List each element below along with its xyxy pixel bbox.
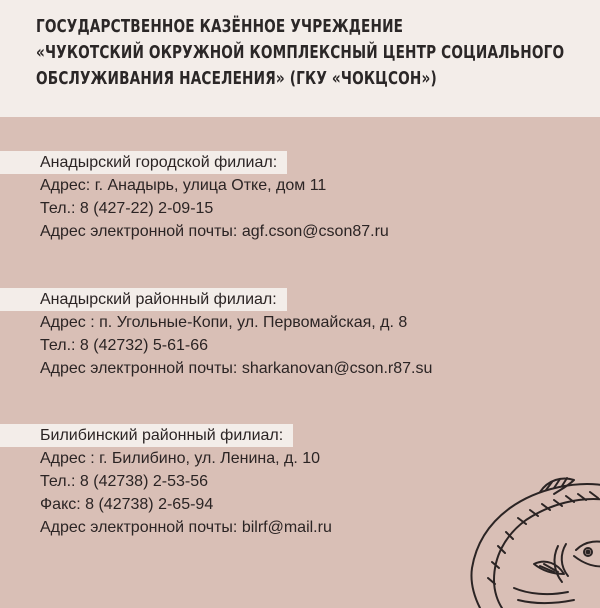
branch-anadyr-district — [0, 288, 600, 380]
branch-address: Адрес : г. Билибино, ул. Ленина, д. 10 — [40, 450, 321, 467]
branch-phone: Тел.: 8 (427-22) 2-09-15 — [40, 200, 214, 217]
branch-name: Анадырский районный филиал: — [0, 288, 287, 311]
branch-phone: Тел.: 8 (42738) 2-53-56 — [40, 473, 208, 490]
header-banner — [0, 0, 600, 117]
branch-name: Билибинский районный филиал: — [0, 424, 293, 447]
branch-phone: Тел.: 8 (42732) 5-61-66 — [40, 337, 208, 354]
branch-name: Анадырский городской филиал: — [0, 151, 287, 174]
branch-address: Адрес : п. Угольные-Копи, ул. Первомайская, д. 8 — [40, 314, 408, 331]
branch-address: Адрес: г. Анадырь, улица Отке, дом 11 — [40, 177, 327, 194]
branch-anadyr-city — [0, 151, 600, 243]
branch-email: Адрес электронной почты: agf.cson@cson87.ru — [40, 223, 389, 240]
branch-email: Адрес электронной почты: bilrf@mail.ru — [40, 519, 332, 536]
fish-sketch-icon — [458, 368, 600, 608]
branch-email: Адрес электронной почты: sharkanovan@cson.r87.su — [40, 360, 433, 377]
title-line-1: ГОСУДАРСТВЕННОЕ КАЗЁННОЕ УЧРЕЖДЕНИЕ — [36, 17, 404, 37]
title-line-2: «ЧУКОТСКИЙ ОКРУЖНОЙ КОМПЛЕКСНЫЙ ЦЕНТР СОЦИАЛЬНОГО — [36, 43, 565, 63]
branch-fax: Факс: 8 (42738) 2-65-94 — [40, 496, 214, 513]
organization-title — [36, 14, 565, 92]
title-line-3: ОБСЛУЖИВАНИЯ НАСЕЛЕНИЯ» (ГКУ «ЧОКЦСОН») — [36, 69, 437, 89]
